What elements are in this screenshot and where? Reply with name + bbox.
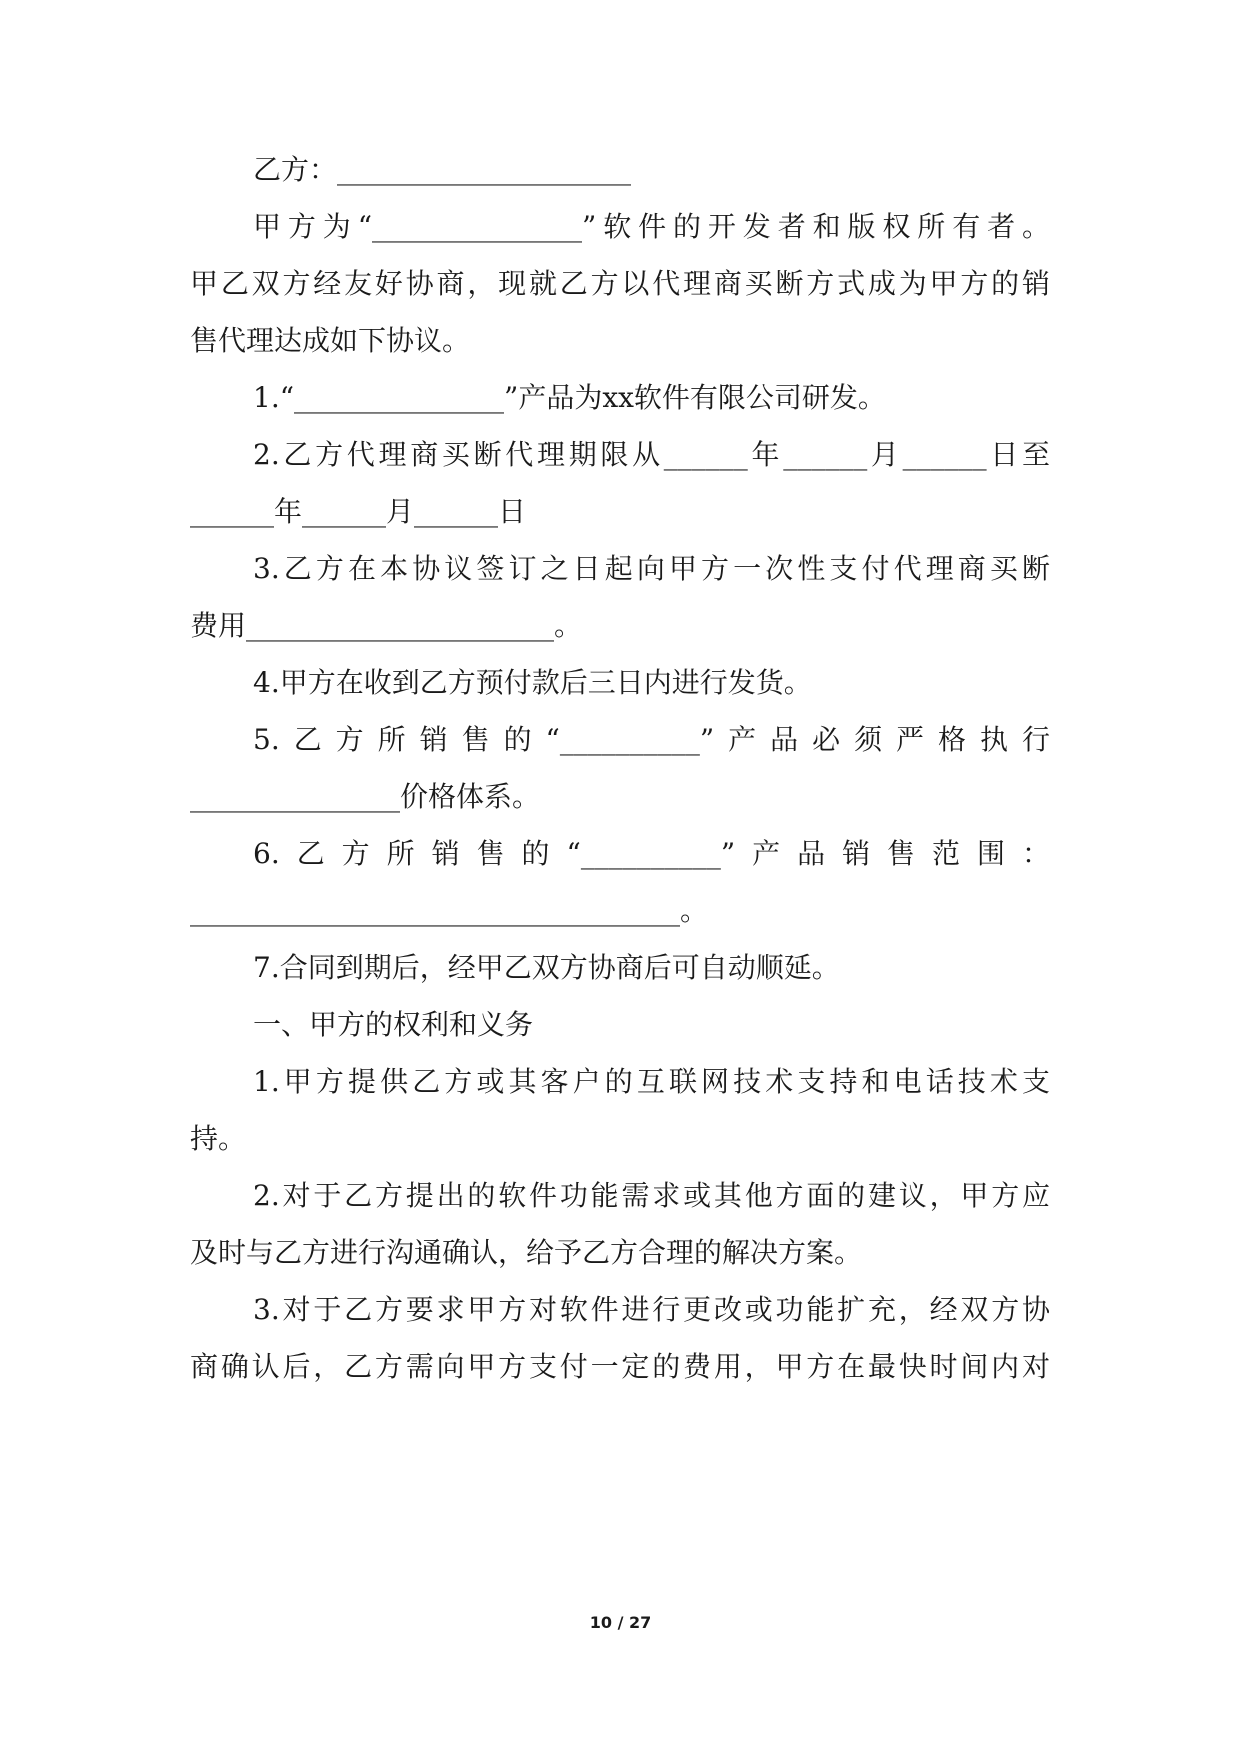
section-heading: 一、甲方的权利和义务: [253, 1008, 534, 1041]
clause-line: 2.乙方代理商买断代理期限从______年______月______日至: [253, 438, 1050, 471]
clause-line: 1.“_______________”产品为xx软件有限公司研发。: [253, 381, 886, 414]
clause-line: 费用______________________。: [190, 609, 583, 642]
clause-line: 4.甲方在收到乙方预付款后三日内进行发货。: [253, 666, 812, 699]
clause-line: 1.甲方提供乙方或其客户的互联网技术支持和电话技术支: [253, 1065, 1050, 1098]
clause-line: 及时与乙方进行沟通确认，给予乙方合理的解决方案。: [190, 1236, 863, 1269]
clause-line: _______________价格体系。: [190, 780, 541, 813]
clause-line: 5.乙方所销售的“__________”产品必须严格执行: [253, 723, 1050, 756]
paragraph-line: 甲方为“_______________”软件的开发者和版权所有者。: [253, 210, 1050, 243]
party-b-line: 乙方：_____________________: [253, 153, 632, 186]
clause-line: 商确认后，乙方需向甲方支付一定的费用，甲方在最快时间内对: [190, 1350, 1050, 1383]
clause-line: ___________________________________。: [190, 894, 709, 927]
clause-line: 3.乙方在本协议签订之日起向甲方一次性支付代理商买断: [253, 552, 1050, 585]
clause-line: 持。: [190, 1122, 247, 1155]
paragraph-line: 甲乙双方经友好协商，现就乙方以代理商买断方式成为甲方的销: [190, 267, 1050, 300]
clause-line: ______年______月______日: [190, 495, 527, 528]
clause-line: 7.合同到期后，经甲乙双方协商后可自动顺延。: [253, 951, 840, 984]
clause-line: 6.乙方所销售的“__________”产品销售范围：: [253, 837, 1050, 870]
clause-line: 3.对于乙方要求甲方对软件进行更改或功能扩充，经双方协: [253, 1293, 1050, 1326]
page-number: 10 / 27: [589, 1613, 652, 1632]
paragraph-line: 售代理达成如下协议。: [190, 324, 471, 357]
clause-line: 2.对于乙方提出的软件功能需求或其他方面的建议，甲方应: [253, 1179, 1050, 1212]
